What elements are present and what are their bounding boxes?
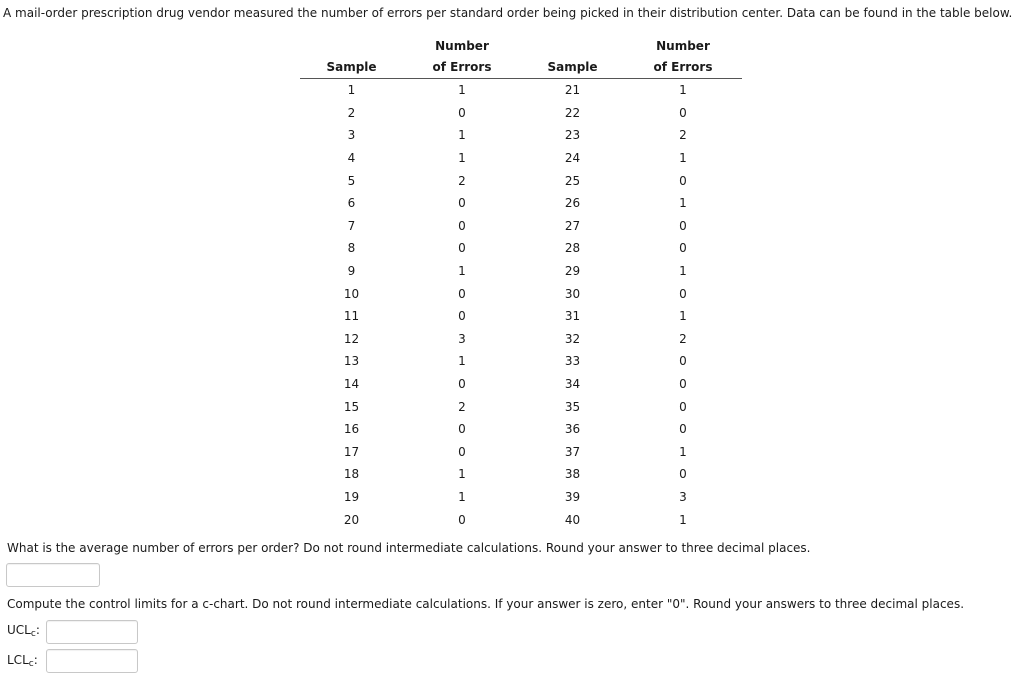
cell-sample-right: 30 — [564, 286, 581, 301]
cell-errors-right: 0 — [679, 354, 687, 369]
cell-errors-right: 1 — [679, 309, 687, 324]
ucl-label-text — [7, 623, 40, 637]
table-row — [300, 260, 742, 283]
cell-errors-left: 0 — [458, 422, 466, 437]
cell-errors-left: 0 — [458, 444, 466, 459]
cell-sample-left: 14 — [343, 377, 360, 392]
cell-errors-right: 0 — [679, 105, 687, 120]
cell-sample-right: 22 — [564, 105, 581, 120]
cell-sample-left: 12 — [343, 331, 360, 346]
header-sample-right-text: Sample — [547, 60, 598, 74]
cell-sample-left: 15 — [343, 399, 360, 414]
cell-errors-left: 0 — [458, 196, 466, 211]
cell-errors-right: 1 — [679, 264, 687, 279]
cell-errors-right: 1 — [679, 444, 687, 459]
cell-errors-left: 1 — [458, 354, 466, 369]
cell-sample-left: 7 — [347, 218, 356, 233]
cell-sample-right: 21 — [564, 83, 581, 98]
header-errors-right-line1: Number — [656, 39, 710, 53]
table-row — [300, 215, 742, 238]
cell-sample-left: 11 — [343, 309, 360, 324]
table-row — [300, 124, 742, 147]
errors-table — [300, 36, 742, 531]
table-row — [300, 305, 742, 328]
cell-sample-right: 29 — [564, 264, 581, 279]
cell-errors-right: 1 — [679, 512, 687, 527]
cell-sample-right: 25 — [564, 173, 581, 188]
cell-sample-left: 5 — [347, 173, 356, 188]
cell-errors-left: 0 — [458, 512, 466, 527]
table-row — [300, 79, 742, 102]
question-average: What is the average number of errors per order? Do not round intermediate calculations. Round your answer to three decimal places. — [7, 541, 811, 555]
cell-errors-right: 1 — [679, 151, 687, 166]
cell-sample-right: 23 — [564, 128, 581, 143]
cell-errors-left: 0 — [458, 218, 466, 233]
lcl-suffix: : — [33, 653, 38, 667]
table-row — [300, 441, 742, 464]
cell-errors-right: 2 — [679, 128, 687, 143]
cell-sample-right: 28 — [564, 241, 581, 256]
cell-errors-left: 0 — [458, 286, 466, 301]
table-row — [300, 237, 742, 260]
header-sample-left-text: Sample — [326, 60, 377, 74]
cell-errors-left: 1 — [458, 489, 466, 504]
cell-errors-left: 1 — [458, 128, 466, 143]
table-row — [300, 418, 742, 441]
table-row — [300, 192, 742, 215]
header-errors-left — [403, 36, 521, 79]
cell-errors-left: 1 — [458, 151, 466, 166]
cell-sample-left: 16 — [343, 422, 360, 437]
cell-errors-right: 1 — [679, 83, 687, 98]
table-row — [300, 328, 742, 351]
errors-table-body — [300, 79, 742, 531]
table-row — [300, 463, 742, 486]
cell-sample-right: 26 — [564, 196, 581, 211]
cell-sample-left: 18 — [343, 467, 360, 482]
table-row — [300, 169, 742, 192]
table-row — [300, 395, 742, 418]
cell-sample-right: 32 — [564, 331, 581, 346]
cell-errors-left: 3 — [458, 331, 466, 346]
cell-sample-right: 27 — [564, 218, 581, 233]
cell-sample-left: 19 — [343, 489, 360, 504]
lcl-input[interactable] — [46, 649, 138, 673]
lcl-subscript: c — [28, 659, 34, 669]
cell-errors-right: 0 — [679, 377, 687, 392]
header-sample-left — [300, 36, 403, 79]
cell-sample-right: 38 — [564, 467, 581, 482]
ucl-suffix: : — [35, 623, 40, 637]
header-sample-right — [521, 36, 624, 79]
header-errors-right — [624, 36, 742, 79]
cell-errors-right: 0 — [679, 241, 687, 256]
cell-errors-right: 2 — [679, 331, 687, 346]
cell-sample-left: 6 — [347, 196, 356, 211]
table-row — [300, 282, 742, 305]
cell-sample-right: 24 — [564, 151, 581, 166]
cell-errors-right: 1 — [679, 196, 687, 211]
problem-intro: A mail-order prescription drug vendor measured the number of errors per standard order being picked in their distribution center. Data can be found in the table below. — [3, 6, 1013, 20]
cell-errors-left: 0 — [458, 309, 466, 324]
cell-sample-right: 36 — [564, 422, 581, 437]
cell-sample-right: 34 — [564, 377, 581, 392]
cell-errors-right: 0 — [679, 173, 687, 188]
question-control-limits: Compute the control limits for a c-chart. Do not round intermediate calculations. If your answer is zero, enter "0". Round your answers to three decimal places. — [7, 597, 965, 611]
header-errors-right-line2: of Errors — [653, 60, 713, 74]
lcl-prefix: LCL — [7, 653, 29, 667]
header-errors-left-line1: Number — [435, 39, 489, 53]
cell-sample-right: 39 — [564, 489, 581, 504]
table-row — [300, 102, 742, 125]
table-row — [300, 350, 742, 373]
errors-table-container — [300, 36, 742, 531]
cell-errors-right: 0 — [679, 422, 687, 437]
lcl-label — [7, 652, 38, 672]
cell-sample-left: 3 — [347, 128, 356, 143]
cell-sample-left: 2 — [347, 105, 356, 120]
cell-sample-left: 20 — [343, 512, 360, 527]
average-errors-input[interactable] — [6, 563, 100, 587]
cell-errors-left: 1 — [458, 467, 466, 482]
table-row — [300, 508, 742, 531]
cell-errors-left: 1 — [458, 83, 466, 98]
table-row — [300, 373, 742, 396]
cell-errors-left: 2 — [458, 173, 466, 188]
cell-sample-left: 13 — [343, 354, 360, 369]
cell-errors-left: 2 — [458, 399, 466, 414]
ucl-label — [7, 622, 40, 642]
cell-sample-right: 33 — [564, 354, 581, 369]
cell-sample-left: 1 — [347, 83, 356, 98]
cell-errors-left: 1 — [458, 264, 466, 279]
lcl-label-text — [7, 653, 38, 667]
cell-errors-left: 0 — [458, 377, 466, 392]
cell-sample-right: 35 — [564, 399, 581, 414]
table-header-row — [300, 36, 742, 79]
cell-errors-right: 0 — [679, 218, 687, 233]
ucl-input[interactable] — [46, 620, 138, 644]
ucl-subscript: c — [30, 629, 36, 639]
cell-sample-left: 4 — [347, 151, 356, 166]
cell-errors-right: 0 — [679, 399, 687, 414]
table-row — [300, 486, 742, 509]
header-errors-left-line2: of Errors — [432, 60, 492, 74]
table-row — [300, 147, 742, 170]
cell-sample-left: 17 — [343, 444, 360, 459]
cell-sample-left: 10 — [343, 286, 360, 301]
cell-sample-left: 9 — [347, 264, 356, 279]
cell-sample-right: 40 — [564, 512, 581, 527]
cell-errors-left: 0 — [458, 241, 466, 256]
cell-errors-right: 0 — [679, 286, 687, 301]
ucl-prefix: UCL — [7, 623, 31, 637]
cell-sample-left: 8 — [347, 241, 356, 256]
cell-errors-left: 0 — [458, 105, 466, 120]
cell-errors-right: 3 — [679, 489, 687, 504]
cell-errors-right: 0 — [679, 467, 687, 482]
cell-sample-right: 31 — [564, 309, 581, 324]
cell-sample-right: 37 — [564, 444, 581, 459]
